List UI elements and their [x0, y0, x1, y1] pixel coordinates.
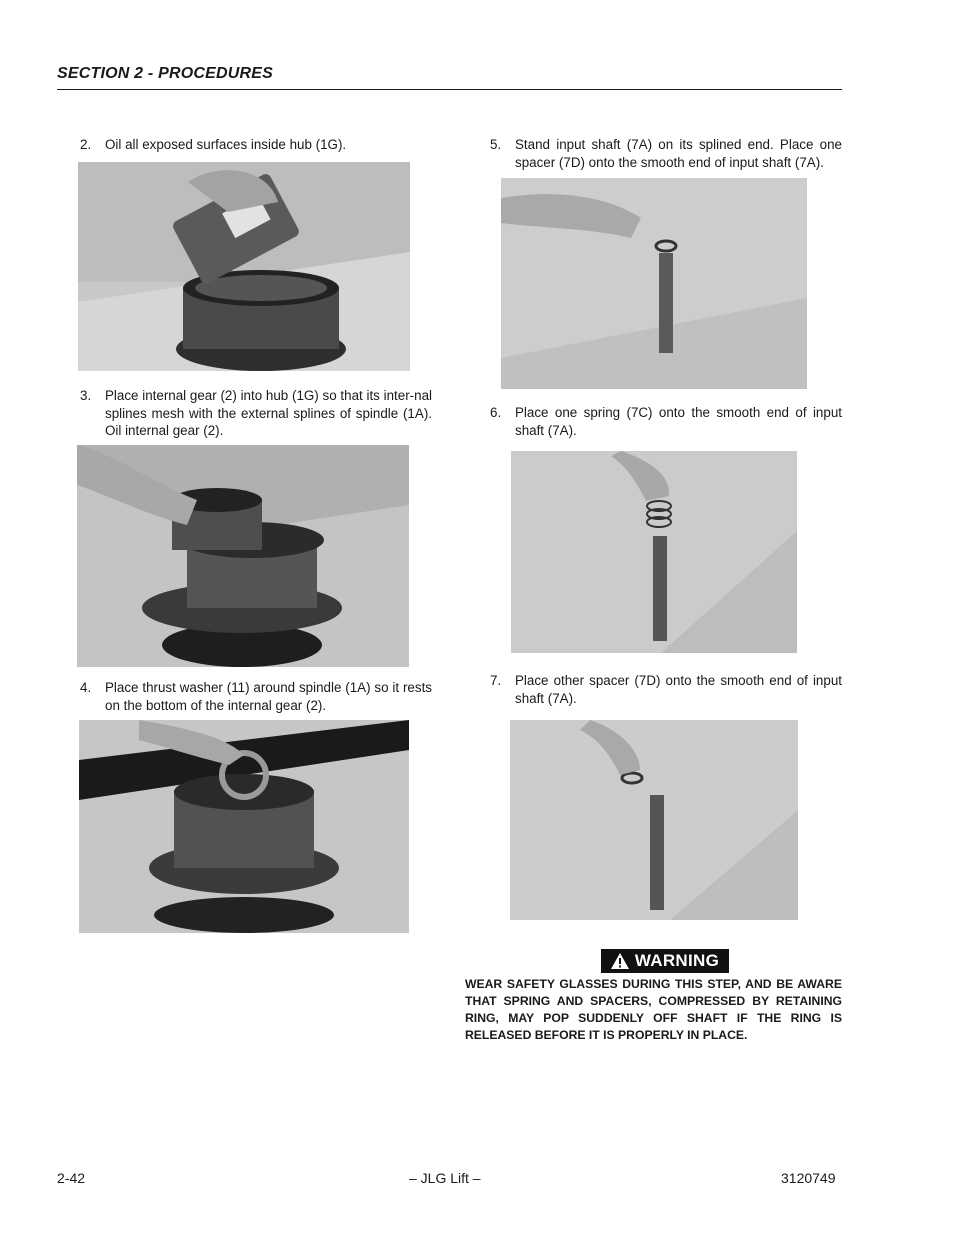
step-text: Place other spacer (7D) onto the smooth end of input shaft (7A).: [515, 673, 842, 706]
step-number: 6.: [490, 405, 502, 420]
step-text: Place thrust washer (11) around spindle (1A) so it rests on the bottom of the internal gear (2).: [105, 680, 432, 713]
step-3: [80, 387, 432, 440]
section-title: SECTION 2 - PROCEDURES: [57, 65, 273, 82]
warning-badge: [601, 949, 729, 973]
photo-input-shaft-spacer: [501, 178, 807, 389]
photo-oil-hub: [78, 162, 410, 371]
step-number: 5.: [490, 137, 502, 152]
warning-label: WARNING: [634, 951, 720, 970]
footer-center: – JLG Lift –: [409, 1170, 481, 1186]
photo-thrust-washer: [79, 720, 409, 933]
step-7: [490, 672, 842, 708]
step-5: [490, 136, 842, 172]
warning-text: WEAR SAFETY GLASSES DURING THIS STEP, AND BE AWARE THAT SPRING AND SPACERS, COMPRESSED BY RETAINING RING, MAY POP SUDDENLY OFF SHAFT IF THE RING IS RELEASED BEFORE IT IS PROPERLY IN PLACE.: [465, 977, 842, 1042]
photo-second-spacer: [510, 720, 798, 920]
step-text: Place one spring (7C) onto the smooth end of input shaft (7A).: [515, 405, 842, 438]
photo-spring-shaft: [511, 451, 797, 653]
warning-triangle-icon: [611, 953, 629, 969]
step-text: Place internal gear (2) into hub (1G) so that its inter-nal splines mesh with the external splines of spindle (1A). Oil internal gear (2).: [105, 388, 432, 438]
step-number: 2.: [80, 137, 92, 152]
step-number: 7.: [490, 673, 502, 688]
doc-number: 3120749: [781, 1170, 836, 1186]
page-number: 2-42: [57, 1170, 86, 1186]
step-text: Stand input shaft (7A) on its splined end. Place one spacer (7D) onto the smooth end of input shaft (7A).: [515, 137, 842, 170]
step-text: Oil all exposed surfaces inside hub (1G).: [105, 137, 347, 152]
step-4: [80, 679, 432, 715]
step-number: 4.: [80, 680, 92, 695]
step-6: [490, 404, 842, 440]
header-rule: [57, 89, 842, 90]
step-2: [80, 136, 432, 154]
step-number: 3.: [80, 388, 92, 403]
photo-internal-gear: [77, 445, 409, 667]
